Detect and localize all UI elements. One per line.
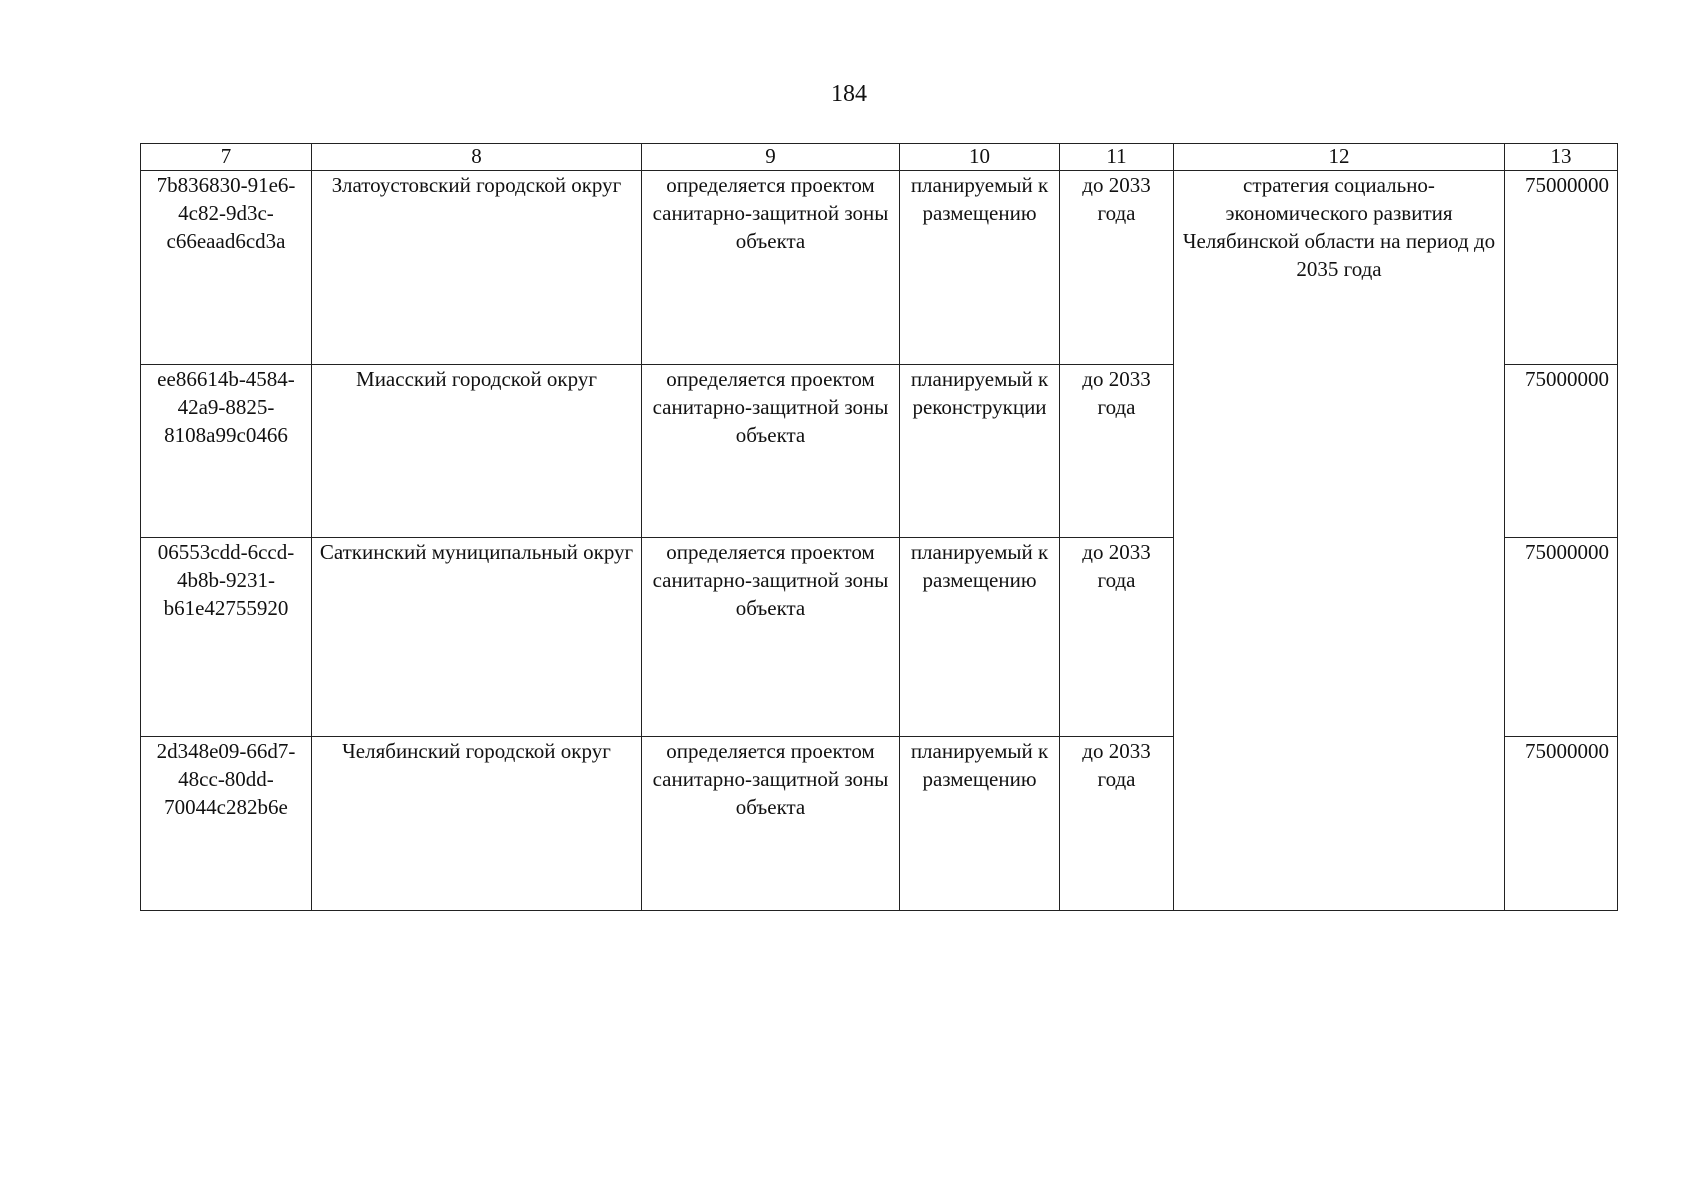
- municipality-cell: Златоустовский городской округ: [312, 171, 642, 365]
- zone-cell: определяется проектом санитарно-защитной зоны объекта: [642, 538, 900, 737]
- municipality-cell: Саткинский муниципальный округ: [312, 538, 642, 737]
- deadline-cell: до 2033 года: [1060, 365, 1174, 538]
- zone-cell: определяется проектом санитарно-защитной зоны объекта: [642, 171, 900, 365]
- status-cell: планируемый к реконструкции: [900, 365, 1060, 538]
- header-col-10: 10: [900, 144, 1060, 171]
- deadline-cell: до 2033 года: [1060, 171, 1174, 365]
- header-col-12: 12: [1174, 144, 1505, 171]
- deadline-cell: до 2033 года: [1060, 737, 1174, 911]
- status-cell: планируемый к размещению: [900, 737, 1060, 911]
- deadline-cell: до 2033 года: [1060, 538, 1174, 737]
- status-cell: планируемый к размещению: [900, 538, 1060, 737]
- zone-cell: определяется проектом санитарно-защитной зоны объекта: [642, 737, 900, 911]
- header-col-13: 13: [1505, 144, 1618, 171]
- document-table: [140, 143, 1618, 911]
- object-id-cell: 06553cdd-6ccd-4b8b-9231-b61e42755920: [141, 538, 312, 737]
- value-cell: 75000000: [1505, 171, 1618, 365]
- table-row: [141, 171, 1618, 365]
- zone-cell: определяется проектом санитарно-защитной зоны объекта: [642, 365, 900, 538]
- value-cell: 75000000: [1505, 538, 1618, 737]
- value-cell: 75000000: [1505, 365, 1618, 538]
- header-col-8: 8: [312, 144, 642, 171]
- header-col-9: 9: [642, 144, 900, 171]
- header-col-7: 7: [141, 144, 312, 171]
- header-row: [141, 144, 1618, 171]
- municipality-cell: Миасский городской округ: [312, 365, 642, 538]
- status-cell: планируемый к размещению: [900, 171, 1060, 365]
- header-col-11: 11: [1060, 144, 1174, 171]
- object-id-cell: 7b836830-91e6-4c82-9d3c-c66eaad6cd3a: [141, 171, 312, 365]
- object-id-cell: 2d348e09-66d7-48cc-80dd-70044c282b6e: [141, 737, 312, 911]
- object-id-cell: ee86614b-4584-42a9-8825-8108a99c0466: [141, 365, 312, 538]
- page-number: 184: [831, 81, 867, 107]
- strategy-cell: стратегия социально-экономического развития Челябинской области на период до 2035 года: [1174, 171, 1505, 911]
- municipality-cell: Челябинский городской округ: [312, 737, 642, 911]
- value-cell: 75000000: [1505, 737, 1618, 911]
